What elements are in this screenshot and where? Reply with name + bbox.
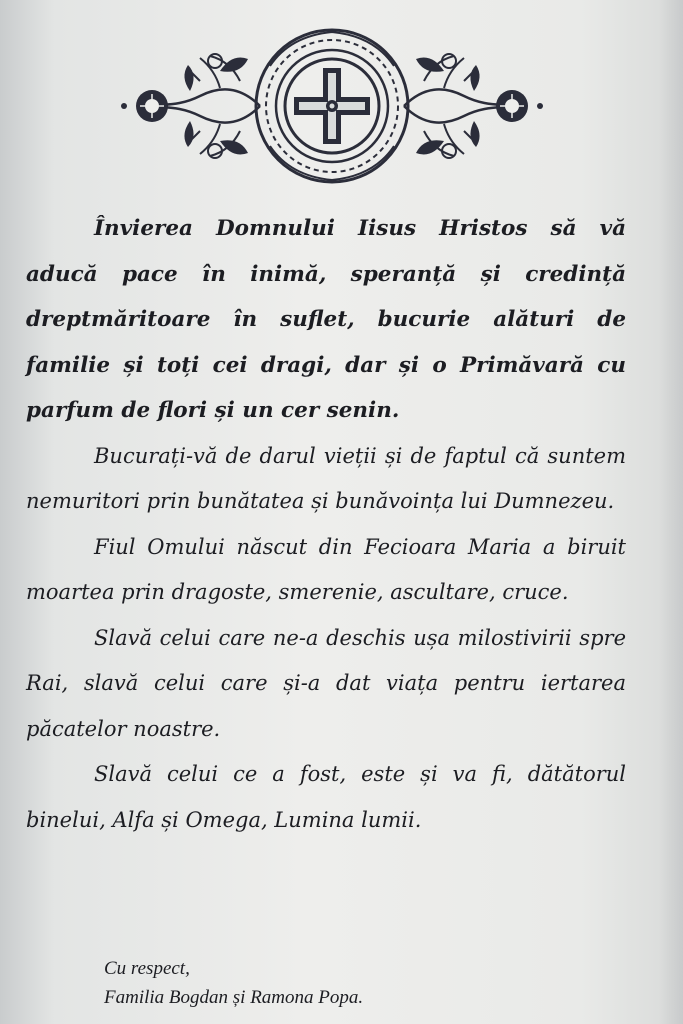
paragraph-glory-alpha-omega: Slavă celui ce a fost, este și va fi, dătătorul binelui, Alfa și Omega, Lumina lumii. <box>26 762 626 832</box>
paragraph-glory-mercy: Slavă celui care ne-a deschis ușa milostivirii spre Rai, slavă celui care și-a dat viața pentru iertarea păcatelor noastre. <box>26 625 626 741</box>
signature-block <box>104 954 363 1012</box>
paragraph-gift-of-life: Bucurați-vă de darul vieții și de faptul că suntem nemuritori prin bunătatea și bunăvoința lui Dumnezeu. <box>26 443 626 513</box>
page-edge-shadow <box>659 0 683 1024</box>
greeting-text <box>26 206 626 843</box>
cross-ornament-icon <box>120 26 545 186</box>
signature-names: Familia Bogdan și Ramona Popa. <box>104 987 364 1008</box>
signature-greeting: Cu respect, <box>104 958 190 979</box>
paragraph-easter-wish: Învierea Domnului Iisus Hristos să vă aducă pace în inimă, speranță și credință dreptmăritoare în suflet, bucurie alături de familie și toți cei dragi, dar și o Primăvară cu parfum de flori și un cer senin. <box>26 216 626 423</box>
paragraph-son-of-man: Fiul Omului născut din Fecioara Maria a biruit moartea prin dragoste, smerenie, ascultare, cruce. <box>26 534 626 604</box>
